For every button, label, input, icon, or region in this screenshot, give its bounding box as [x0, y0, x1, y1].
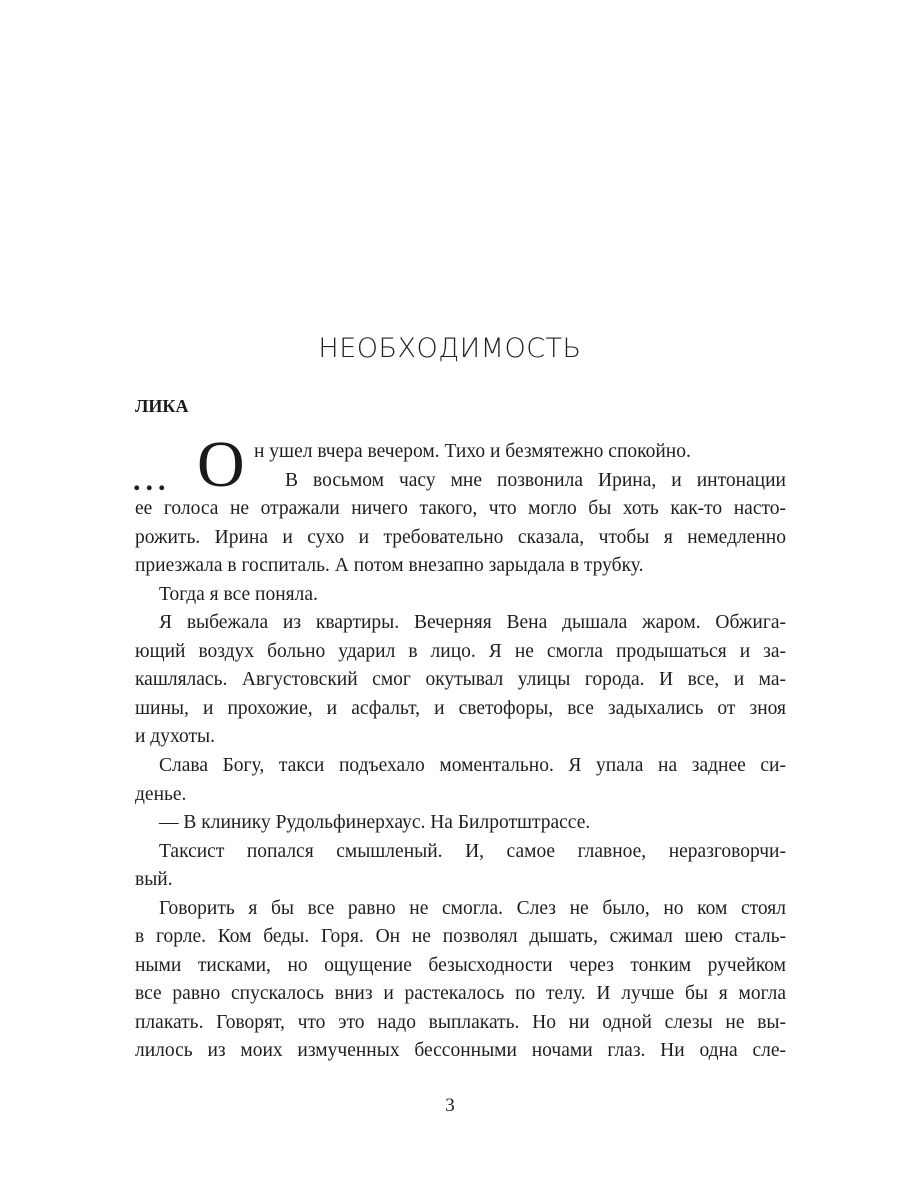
text-line: рожить. Ирина и сухо и требовательно сказала, чтобы я немедленно [135, 526, 786, 548]
text-line: Тогда я все поняла. [159, 583, 318, 605]
text-line: и духоты. [135, 726, 215, 748]
text-line: Я выбежала из квартиры. Вечерняя Вена дышала жаром. Обжига- [159, 612, 786, 634]
drop-cap-letter: О [197, 428, 245, 501]
text-line: шины, и прохожие, и асфальт, и светофоры, все задыхались от зноя [135, 697, 786, 719]
text-line: лилось из моих измученных бессонными ночами глаз. Ни одна сле- [135, 1040, 786, 1062]
page-number: 3 [445, 1095, 455, 1116]
drop-cap-ellipsis: ... [133, 464, 171, 497]
text-line: В восьмом часу мне позвонила Ирина, и интонации [285, 469, 786, 491]
text-line: ющий воздух больно ударил в лицо. Я не смогла продышаться и за- [135, 640, 786, 662]
section-speaker-heading: ЛИКА [135, 396, 189, 416]
text-line: в горле. Ком беды. Горя. Он не позволял дышать, сжимал шею сталь- [135, 926, 786, 948]
text-line: н ушел вчера вечером. Тихо и безмятежно спокойно. [254, 441, 691, 462]
text-line: вый. [135, 869, 173, 891]
text-line: все равно спускалось вниз и растекалось по телу. И лучше бы я могла [135, 983, 786, 1005]
text-line: Таксист попался смышленый. И, самое главное, неразговорчи- [159, 840, 786, 862]
text-line: — В клинику Рудольфинерхаус. На Билротштрассе. [159, 812, 591, 834]
text-line: кашлялась. Августовский смог окутывал улицы города. И все, и ма- [135, 669, 786, 691]
text-line: Слава Богу, такси подъехало моментально. Я упала на заднее си- [159, 755, 786, 777]
body-text [135, 438, 786, 1066]
text-line: денье. [135, 783, 187, 805]
text-line: плакать. Говорят, что это надо выплакать. Но ни одной слезы не вы- [135, 1011, 786, 1033]
text-line: ными тисками, но ощущение безысходности через тонким ручейком [135, 954, 786, 976]
chapter-title: НЕОБХОДИМОСТЬ [318, 333, 582, 364]
text-line: приезжала в госпиталь. А потом внезапно зарыдала в трубку. [135, 555, 644, 577]
text-line: ее голоса не отражали ничего такого, что могло бы хоть как-то насто- [135, 498, 786, 520]
text-line: Говорить я бы все равно не смогла. Слез не было, но ком стоял [159, 897, 786, 919]
